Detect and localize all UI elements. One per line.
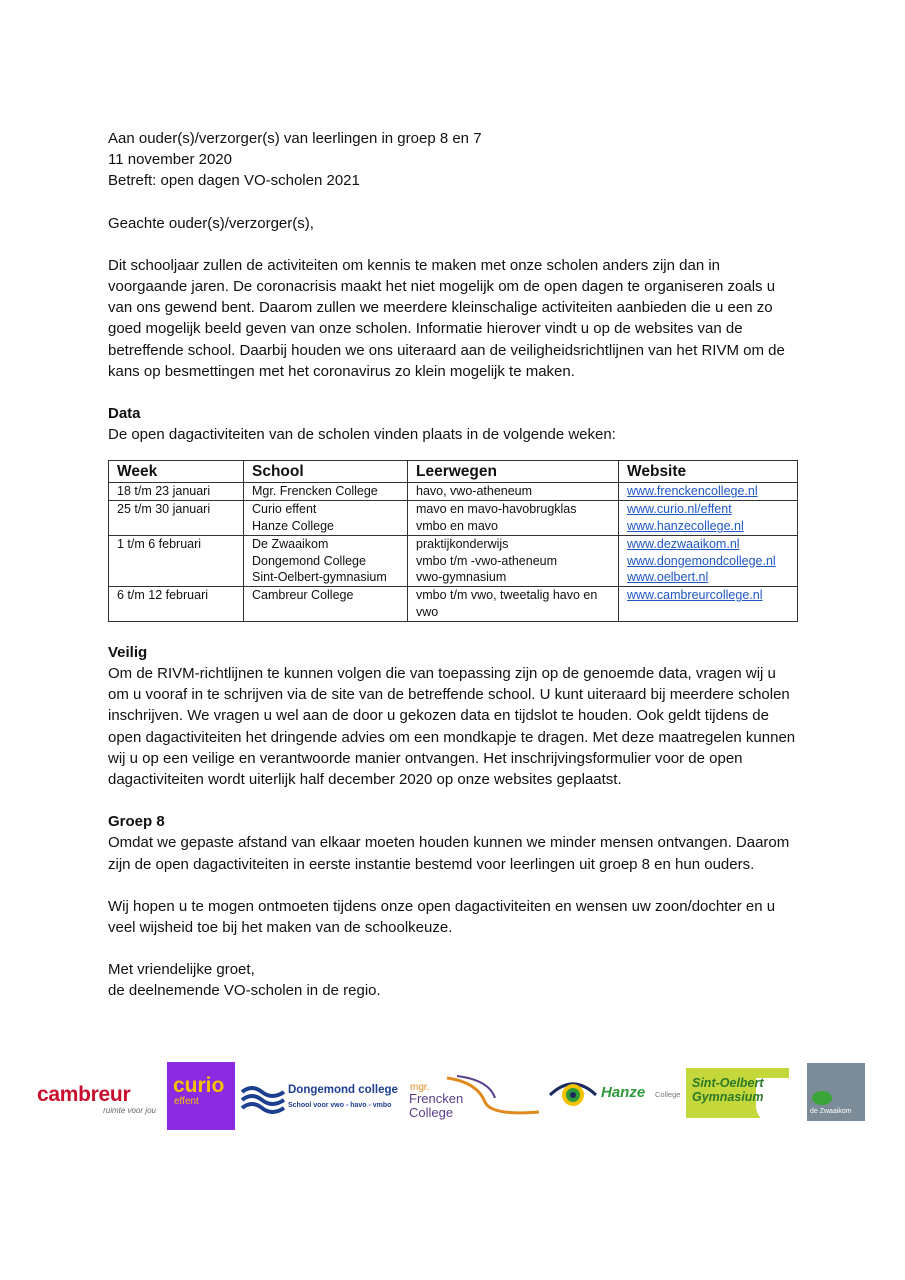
subject-line: Betreft: open dagen VO-scholen 2021 [108,172,360,190]
header-week: Week [109,461,244,483]
oelbert-logo-line1: Sint-Oelbert [692,1076,764,1090]
closing-paragraph: Wij hopen u te mogen ontmoeten tijdens onze open dagactiviteiten en wensen uw zoon/dochter en u veel wijsheid toe bij het maken van de schoolkeuze. [108,897,776,937]
frencken-logo-line1: Frencken [409,1091,464,1106]
header-website: Website [619,461,798,483]
header-leerwegen: Leerwegen [408,461,619,483]
website-cell [619,501,798,536]
route-text: vwo-gymnasium [416,570,507,585]
school-cell [244,587,408,622]
veilig-paragraph: Om de RIVM-richtlijnen te kunnen volgen die van toepassing zijn op de genoemde data, vragen wij u om u vooraf in te schrijven via de site van de betreffende school. U kunt uiteraard bij meerdere scholen inschrijven. We vragen u wel aan de door u gekozen data en tijdslot te houden. Ook geldt tijdens de open dagactiviteiten het dringende advies om een mondkapje te dragen. Met deze maatregelen kunnen wij u op een veilige en verantwoorde manier ontvangen. Het inschrijvingsformulier voor de open dagactiviteiten wordt uiterlijk half december 2020 op onze websites geplaatst. [108,665,796,789]
groep8-paragraph: Omdat we gepaste afstand van elkaar moeten houden kunnen we minder mensen ontvangen. Daarom zijn de open dagactiviteiten in eerste instantie bestemd voor leerlingen uit groep 8 en hun ouders. [108,834,790,873]
frencken-logo-name [409,1092,463,1120]
week-cell [109,587,244,622]
dongemond-logo [240,1082,402,1116]
curio-logo-name: curio [173,1074,225,1097]
dongemond-waves-icon [240,1084,286,1114]
frencken-logo-prefix: mgr. [410,1082,430,1093]
website-link[interactable]: www.hanzecollege.nl [627,519,744,534]
recipients-line: Aan ouder(s)/verzorger(s) van leerlingen in groep 8 en 7 [108,130,482,147]
cambreur-logo-name: cambreur [37,1083,131,1106]
website-cell [619,587,798,622]
school-cell [244,501,408,536]
hanze-logo-name: Hanze [601,1084,646,1101]
zwaaikom-logo [807,1063,865,1121]
route-cell [408,587,619,622]
oelbert-logo-name [692,1076,764,1104]
route-text: vmbo en mavo [416,519,498,534]
week-cell [109,535,244,586]
letter [108,128,798,1002]
website-link[interactable]: www.dongemondcollege.nl [627,553,776,568]
table-header-row [109,461,798,483]
route-text: mavo en mavo-havobrugklas [416,502,577,517]
cambreur-logo [37,1084,160,1120]
school-logos [0,1060,905,1135]
school-cell [244,483,408,501]
zwaaikom-leaf-icon [810,1089,834,1107]
route-cell [408,501,619,536]
week-text: 18 t/m 23 januari [117,484,211,499]
route-text: vmbo t/m vwo, tweetalig havo en [416,588,598,603]
school-name: Dongemond College [252,553,366,568]
week-text: 6 t/m 12 februari [117,588,209,603]
school-name: Sint-Oelbert-gymnasium [252,570,387,585]
route-text: havo, vwo-atheneum [416,484,533,499]
school-cell [244,535,408,586]
header-school: School [244,461,408,483]
table-row [109,587,798,622]
website-link[interactable]: www.curio.nl/effent [627,502,732,517]
school-name: Hanze College [252,519,334,534]
website-cell [619,535,798,586]
table-row [109,483,798,501]
oelbert-logo-line2: Gymnasium [692,1090,764,1104]
data-heading: Data [108,405,141,423]
groep8-heading: Groep 8 [108,813,165,831]
school-name: Cambreur College [252,588,354,603]
frencken-logo-line2: College [409,1105,454,1120]
route-text: vmbo t/m -vwo-atheneum [416,553,558,568]
hanze-logo [548,1075,683,1115]
dongemond-logo-tagline: School voor vwo - havo - vmbo [288,1102,392,1109]
table-row [109,501,798,536]
website-link[interactable]: www.oelbert.nl [627,570,709,585]
school-name: Mgr. Frencken College [252,484,378,499]
week-text: 25 t/m 30 januari [117,502,211,517]
salutation: Geachte ouder(s)/verzorger(s), [108,214,314,232]
school-name: Curio effent [252,502,317,517]
data-text: De open dagactiviteiten van de scholen vinden plaats in de volgende weken: [108,426,616,444]
week-text: 1 t/m 6 februari [117,536,202,551]
oelbert-logo [686,1068,789,1124]
curio-logo [167,1062,235,1130]
route-text: vwo [416,605,439,620]
dongemond-logo-name: Dongemond college [288,1084,398,1096]
website-link[interactable]: www.dezwaaikom.nl [627,536,740,551]
frencken-logo [407,1072,542,1124]
cambreur-logo-tagline: ruimte voor jou [103,1106,156,1115]
route-text: praktijkonderwijs [416,536,509,551]
letter-date: 11 november 2020 [108,151,232,169]
school-name: De Zwaaikom [252,536,329,551]
hanze-eye-icon [548,1077,598,1111]
zwaaikom-logo-name: de Zwaaikom [810,1108,852,1115]
intro-paragraph: Dit schooljaar zullen de activiteiten om kennis te maken met onze scholen anders zijn dan in voorgaande jaren. De coronacrisis maakt het niet mogelijk om de open dagen te organiseren zoals u van ons gewend bent. Daarom zullen we meerdere kleinschalige activiteiten aanbieden die u een zo goed mogelijk beeld geven van onze scholen. Informatie hierover vindt u op de websites van de betreffende school. Daarbij houden we ons uiteraard aan de veiligheidsrichtlijnen van het RIVM om de kans op besmettingen met het coronavirus zo klein mogelijk te maken. [108,256,785,380]
hanze-logo-sub: College [655,1090,681,1099]
route-cell [408,483,619,501]
curio-logo-sub: effent [174,1096,199,1107]
website-link[interactable]: www.frenckencollege.nl [627,484,758,499]
signoff-sender: de deelnemende VO-scholen in de regio. [108,982,381,1000]
veilig-heading: Veilig [108,643,148,661]
website-cell [619,483,798,501]
website-link[interactable]: www.cambreurcollege.nl [627,588,763,603]
week-cell [109,501,244,536]
route-cell [408,535,619,586]
table-row [109,535,798,586]
schedule-table [108,460,798,621]
signoff-greeting: Met vriendelijke groet, [108,961,255,979]
week-cell [109,483,244,501]
